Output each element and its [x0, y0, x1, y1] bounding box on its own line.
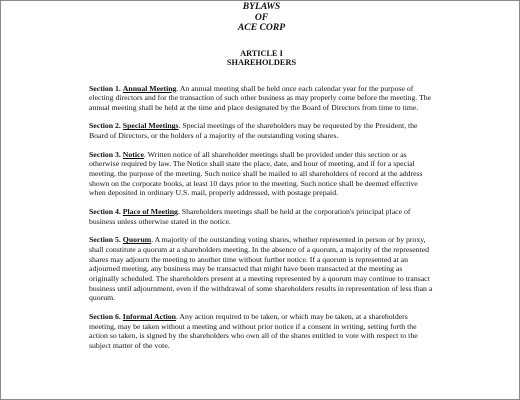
section-title: Notice — [122, 149, 144, 159]
article-title: SHAREHOLDERS — [226, 58, 297, 67]
section-title: Annual Meeting — [122, 83, 177, 93]
section-body: . Written notice of all shareholder meetings shall be provided under this section or as otherwise required by law. The Notice shall state the place, date, and hour of meeting, and if for a special meeting, the purpose of the meeting. Such notice shall be mailed to all shareholders of record at the address shown on the corporate books, at least 10 days prior to the meeting. Such notice shall be deemed effective when deposited in ordinary U.S. mail, properly addressed, with postage prepaid. — [89, 149, 423, 198]
section-body: . An annual meeting shall be held once each calendar year for the purpose of electing directors and for the transaction of such other business as may properly come before the meeting. The annual meeting shall be held at the time and place designated by the Board of Directors from time to time. — [89, 83, 432, 112]
section-body: . Special meetings of the shareholders may be requested by the President, the Board of Directors, or the holders of a majority of the outstanding voting shares. — [89, 121, 418, 141]
section-label: Section 3. — [89, 149, 121, 159]
section-label: Section 5. — [89, 235, 121, 245]
of-line: OF — [254, 11, 269, 23]
company-name: ACE CORP — [237, 22, 286, 33]
section-label: Section 6. — [89, 311, 121, 321]
section-special-meetings — [89, 121, 434, 140]
section-label: Section 4. — [89, 207, 121, 217]
section-title: Special Meetings — [122, 121, 179, 131]
section-title: Quorum — [122, 235, 152, 245]
section-annual-meeting — [89, 84, 434, 113]
section-label: Section 1. — [89, 83, 121, 93]
bylaws-title: BYLAWS — [242, 1, 281, 12]
section-body: . Shareholders meetings shall be held at the corporation's principal place of business unless otherwise stated in the notice. — [89, 207, 411, 226]
section-informal-action — [89, 312, 434, 351]
article-number: ARTICLE I — [240, 48, 283, 58]
section-label: Section 2. — [89, 121, 121, 131]
document-page — [89, 1, 434, 351]
section-title: Place of Meeting — [122, 207, 178, 217]
section-quorum — [89, 235, 434, 303]
section-title: Informal Action — [122, 311, 176, 321]
section-body: . A majority of the outstanding voting shares, whether represented in person or by proxy, shall constitute a quorum at a shareholders meeting. In the absence of a quorum, a majority of the represented shares may adjourn the meeting to another time without further notice. If a quorum is represented at an adjourned meeting, any business may be transacted that might have been transacted at the meeting as originally scheduled. The shareholders present at a meeting represented by a quorum may continue to transact business until adjournment, even if the withdrawal of some shareholders results in representation of less than a quorum. — [89, 235, 433, 303]
section-body: . Any action required to be taken, or which may be taken, at a shareholders meeting, may be taken without a meeting and without prior notice if a consent in writing, setting forth the action so taken, is signed by the shareholders who own all of the shares entitled to vote with respect to the subject matter of the vote. — [89, 311, 418, 350]
section-notice — [89, 150, 434, 198]
section-place-of-meeting — [89, 207, 434, 226]
